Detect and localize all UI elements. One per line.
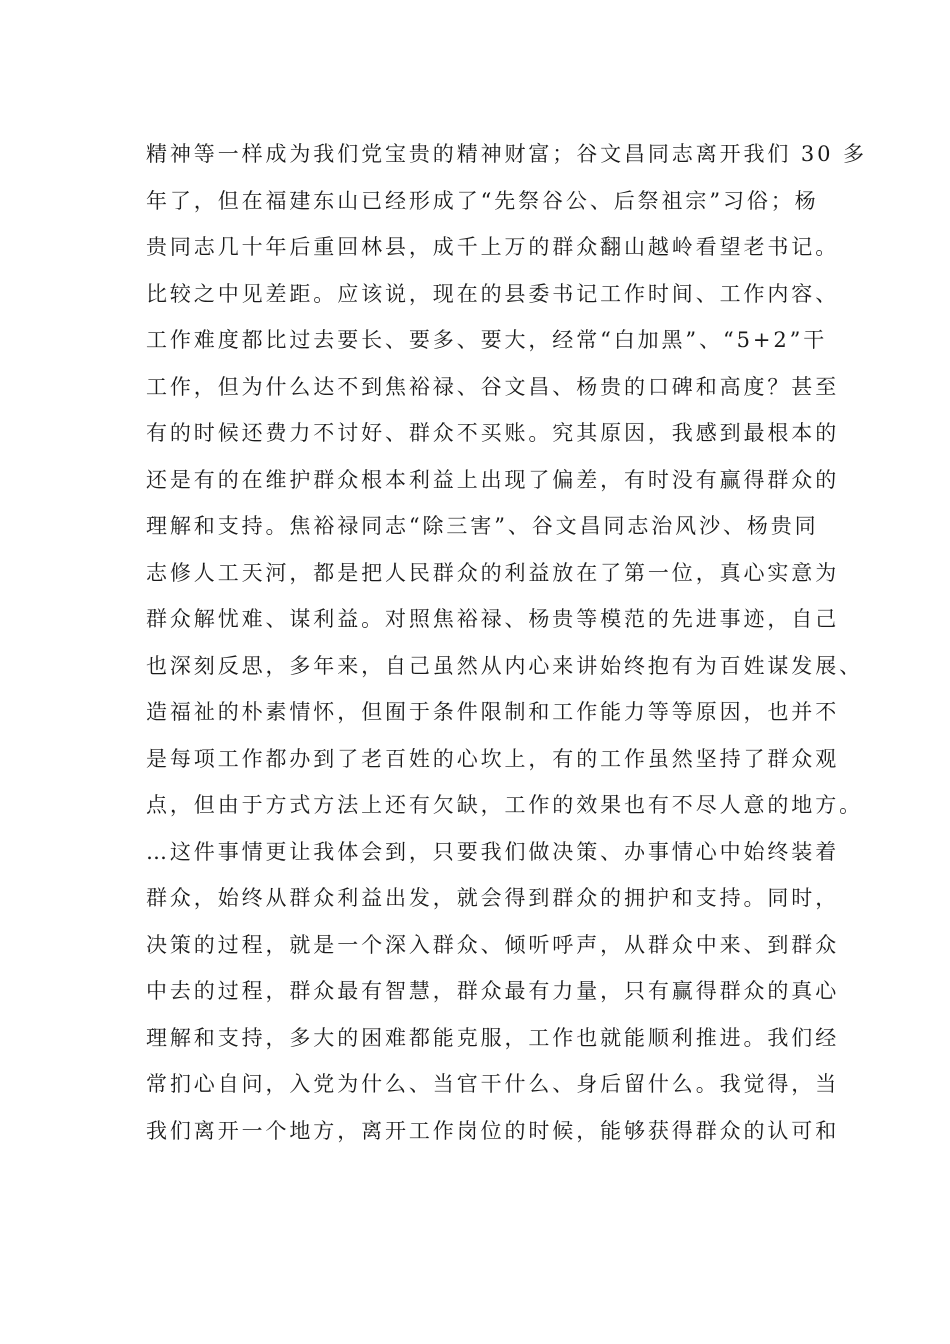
- text-line: 工作，但为什么达不到焦裕禄、谷文昌、杨贵的口碑和高度？甚至: [146, 374, 840, 399]
- text-line: 群众，始终从群众利益出发，就会得到群众的拥护和支持。同时，: [146, 886, 840, 910]
- text-line: 造福祉的朴素情怀，但囿于条件限制和工作能力等等原因，也并不: [146, 700, 840, 724]
- text-line: 比较之中见差距。应该说，现在的县委书记工作时间、工作内容、: [146, 281, 840, 306]
- text-line: 志修人工天河，都是把人民群众的利益放在了第一位，真心实意为: [146, 560, 840, 585]
- text-line: 理解和支持，多大的困难都能克服，工作也就能顺利推进。我们经: [146, 1025, 840, 1050]
- text-line: 群众解忧难、谋利益。对照焦裕禄、杨贵等模范的先进事迹，自己: [146, 607, 840, 631]
- text-line: 中去的过程，群众最有智慧，群众最有力量，只有赢得群众的真心: [146, 979, 840, 1003]
- text-line: 有的时候还费力不讨好、群众不买账。究其原因，我感到最根本的: [146, 421, 840, 445]
- text-line: 常扪心自问，入党为什么、当官干什么、身后留什么。我觉得，当: [146, 1072, 840, 1096]
- text-line: 年了，但在福建东山已经形成了“先祭谷公、后祭祖宗”习俗；杨: [146, 188, 819, 213]
- body-text: [146, 131, 867, 1154]
- text-line: 贵同志几十年后重回林县，成千上万的群众翻山越岭看望老书记。: [146, 235, 840, 259]
- text-line: 我们离开一个地方，离开工作岗位的时候，能够获得群众的认可和: [146, 1118, 840, 1143]
- text-line: 工作难度都比过去要长、要多、要大，经常“白加黑”、“5+2”干: [146, 328, 828, 352]
- text-line: 决策的过程，就是一个深入群众、倾听呼声，从群众中来、到群众: [146, 932, 840, 957]
- text-line: 还是有的在维护群众根本利益上出现了偏差，有时没有赢得群众的: [146, 467, 840, 492]
- text-line: 也深刻反思，多年来，自己虽然从内心来讲始终抱有为百姓谋发展、: [146, 653, 863, 678]
- text-line: 点，但由于方式方法上还有欠缺，工作的效果也有不尽人意的地方。: [146, 793, 863, 817]
- text-line: 理解和支持。焦裕禄同志“除三害”、谷文昌同志治风沙、杨贵同: [146, 514, 819, 538]
- text-line: 是每项工作都办到了老百姓的心坎上，有的工作虽然坚持了群众观: [146, 746, 840, 771]
- text-line: …这件事情更让我体会到，只要我们做决策、办事情心中始终装着: [146, 839, 840, 864]
- text-line: 精神等一样成为我们党宝贵的精神财富；谷文昌同志离开我们 30 多: [146, 142, 867, 166]
